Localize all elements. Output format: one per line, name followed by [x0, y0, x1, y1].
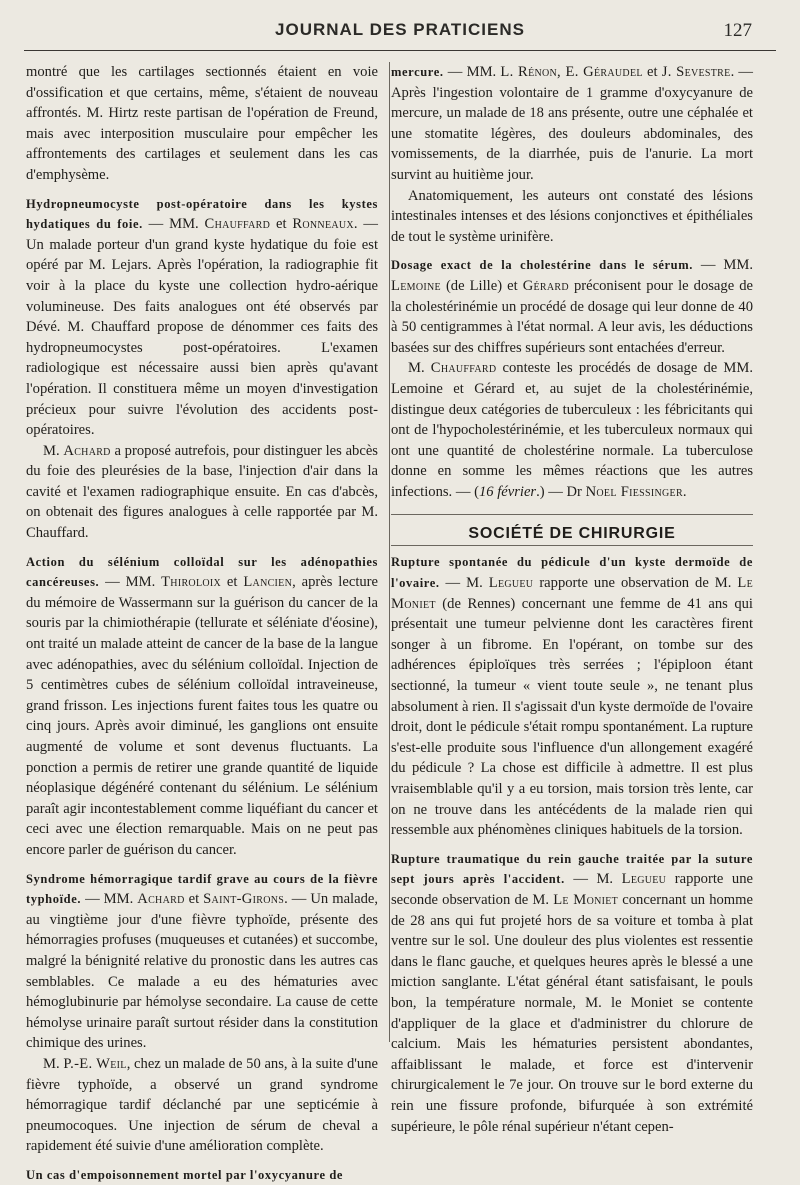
right-column — [391, 62, 753, 1137]
text: M. — [43, 1055, 64, 1072]
article-syndrome — [26, 869, 378, 1054]
article-title: Action du sélénium colloïdal sur les adénopathies cancéreuses. — [26, 554, 378, 590]
text: , chez un malade de 50 ans, à la suite d'une fièvre typhoïde, a observé un grand syndrome hémorragique tardif déclanché par une septicémie à pneumocoques. Une injection de sérum de cheval a rapidement été suivie d'une amélioration complète. — [26, 1055, 378, 1155]
text: — MM. — [81, 891, 138, 908]
article-body: préconisent pour le dosage de la cholestérinémie un procédé de dosage qui leur donne de 40 à 50 centigrammes à l'état normal. A leur avis, les déductions basées sur des chiffres supérieurs sont entachées d'erreur. — [391, 277, 754, 356]
article-body: (de Rennes) concernant une femme de 41 ans qui présentait une tumeur pelvienne dont les caractères firent songer à un fibrome. En l'opérant, on tombe sur des adhérences épiploïques très serrées ; l'épiploon étant sectionné, la tumeur « vient toute seule », ne tenant plus absolument à rien. Il s'agissait d'un kyste dermoïde de l'ovaire droit, dont le pédicule s'était rompu spontanément. La rupture s'est-elle produite sous l'influence d'un allongement exagéré du pédicule ? La chose est difficile à admettre. Il est plus vraisemblable qu'il y a eu torsion, mais torsion très lente, car on ne trouve dans les antécédents de la malade rien qui ressemble aux phénomènes cliniques habituels de la torsion. — [391, 595, 753, 839]
author-name: Ronneaux — [292, 216, 354, 233]
author-name: Legueu — [488, 575, 534, 592]
text: M. — [43, 442, 64, 459]
page-number: 127 — [723, 20, 752, 41]
article-title: Rupture spontanée du pédicule d'un kyste dermoïde de l'ovaire. — [391, 555, 753, 591]
author-name: Legueu — [621, 871, 667, 888]
author-name: Chauffard — [204, 216, 271, 233]
article-title: Dosage exact de la cholestérine dans le sérum. — [391, 258, 693, 273]
left-column — [26, 62, 378, 1185]
text: et — [184, 891, 204, 908]
author-name: L. Rénon, E. Géraudel — [500, 64, 643, 80]
article-empoisonnement — [26, 1165, 378, 1185]
text: rapporte une seconde observation de M. — [391, 871, 753, 908]
text: a proposé autrefois, pour distinguer les abcès du foie des pleurésies de la base, l'injection d'air dans la cavité et l'examen radiographique ensuite. En cas d'abcès, on obtenait des figures analogues à celle rapportée par M. Chauffard. — [26, 442, 378, 542]
text: (de Lille) et — [440, 277, 523, 294]
article-selenium — [26, 552, 378, 861]
author-name: Le Moniet — [391, 575, 753, 612]
article-body: . — Un malade, au vingtième jour d'une fièvre typhoïde, présente des hémorragies profuses (muqueuses et cutanées) et succombe, malgré la bénignité relative du pronostic dans les autres cas semblables. Ce malade a eu des hématuries avec hémoglubinurie par hémolyse secondaire. La cause de cette hémolyse urinaire paraît surtout résider dans la constitution chimique des urines. — [26, 891, 378, 1052]
author-name: Lancien — [243, 574, 293, 591]
section-title: SOCIÉTÉ DE CHIRURGIE — [391, 514, 753, 543]
text: — M. — [439, 575, 489, 592]
article-title: Syndrome hémorragique tardif grave au cours de la fièvre typhoïde. — [26, 871, 378, 907]
text: conteste les procédés de dosage de MM. Lemoine et Gérard et, au sujet de la cholestérinémie, distingue deux catégories de tuberculeux : les fébricitants qui ont de l'hypocholestérinémie, et les tuberculeux normaux qui ont une quantité de cholestérine normale. La tuberculose donne en somme les mêmes réactions que les autres infections. — ( — [391, 360, 753, 500]
running-head — [24, 18, 776, 48]
article-body: . — Après l'ingestion volontaire de 1 gramme d'oxycyanure de mercure, un malade de 18 ans présente, outre une céphalée et une stomatite légères, des douleurs abdominales, des vomissements, de la diarrhée, puis de l'anurie. La mort survint au huitième jour. — [391, 64, 754, 183]
author-name: Achard — [137, 891, 185, 908]
text: rapporte une observation de M. — [533, 575, 738, 592]
article-cholesterine — [391, 255, 753, 358]
paragraph: Anatomiquement, les auteurs ont constaté des lésions intestinales intenses et des lésions conjonctives et épithéliales de tout le système urinifère. — [391, 187, 753, 245]
date: 16 février — [478, 483, 537, 500]
author-name: Thiroloix — [161, 574, 222, 591]
text: — MM. — [142, 216, 205, 233]
article-title: Hydropneumocyste post-opératoire dans les kystes hydatiques du foie. — [26, 196, 378, 232]
header-rule — [24, 50, 776, 51]
author-name: Le Moniet — [553, 891, 619, 908]
paragraph — [391, 358, 753, 502]
author-name: Gérard — [522, 277, 569, 294]
text: M. — [408, 360, 431, 377]
author-name: Chauffard — [430, 360, 497, 377]
paragraph — [26, 441, 378, 544]
text: et — [270, 216, 293, 233]
article-body: , après lecture du mémoire de Wassermann sur la guérison du cancer de la souris par la chimiothérapie (tellurate et séléniate d'éosine), ont traité un malade atteint de cancer de la base de la langue avec adénopathies, avec du sélénium colloïdal. Injection de 5 centimètres cubes de sélénium colloïdal intraveineuse, grand frisson. Les injections furent faites tous les quatre ou cinq jours. Après avoir diminué, les ganglions ont ensuite augmenté de volume et sont devenus fluctuants. La ponction a permis de retirer une grande quantité de liquide néoplasique dégénéré contenant du sélénium. Le sélénium paraît agir incontestablement comme liquéfiant du cancer et ceci avec une élection remarquable. Mais on ne peut pas encore parler de guérison du cancer. — [26, 574, 379, 858]
author-name: Saint-Girons — [203, 891, 285, 908]
author-name: Achard — [63, 442, 111, 459]
journal-title: JOURNAL DES PRATICIENS — [275, 20, 525, 39]
text: . — [682, 483, 687, 500]
column-rule — [389, 62, 390, 1042]
text: et — [642, 64, 662, 80]
article-hydropneumocyste — [26, 194, 378, 441]
text: — MM. — [99, 574, 162, 591]
article-title: Un cas d'empoisonnement mortel par l'oxycyanure de — [26, 1167, 344, 1182]
article-body: concernant un homme de 28 ans qui fut projeté hors de sa voiture et tomba à plat ventre sur le sol. Une douleur des plus violentes est ressentie dans le flanc gauche, et quelques heures après le blessé a une miction sanglante. L'état général étant satisfaisant, le pouls bon, la température normale, M. le Moniet se contente d'appliquer de la glace et d'administrer du chlorure de calcium. Mais les hématuries persistent abondantes, affaiblissant le malade, et force est d'intervenir chirurgicalement le 7e jour. On trouve sur le bord externe du rein une fissure profonde, bifurquée à son extrémité supérieure, le pôle rénal supérieur n'étant cepen- — [391, 891, 753, 1135]
text: et — [221, 574, 244, 591]
article-title: mercure. — [391, 65, 444, 79]
author-name: J. Sevestre — [661, 64, 731, 80]
article-body: . — Un malade porteur d'un grand kyste hydatique du foie est opéré par M. Lejars. Après l'opération, la radiographie fit voir à la place du kyste une collection hydro-aérique volumineuse. Des faits analogues ont été observés par Dévé. M. Chauffard propose de dénommer ces faits des hydropneumocystes post-opératoires. L'examen radiologique est nécessaire aussi bien après qu'avant l'opération. Il constituera même un moyen d'investigation précieux pour suivre l'évolution des accidents post-opératoires. — [26, 216, 378, 439]
text: — M. — [564, 871, 622, 888]
paragraph — [26, 1054, 378, 1157]
paragraph: montré que les cartilages sectionnés étaient en voie d'ossification et que certains, même, s'étaient de nouveau affrontés. M. Hirtz reste partisan de l'opération de Freund, mais avec interposition musculaire pour empêcher les affrontements des cartilages et seulement dans les cas d'emphysème. — [26, 64, 378, 183]
article-empoisonnement-cont — [391, 62, 753, 186]
author-name: P.-E. Weil — [63, 1055, 127, 1072]
text: — MM. — [443, 64, 501, 80]
signature: Noel Fiessinger — [585, 483, 683, 500]
article-rupture-rein — [391, 849, 753, 1137]
article-rupture-kyste — [391, 552, 753, 840]
text: — MM. — [692, 257, 753, 274]
article-title: Rupture traumatique du rein gauche traitée par la suture sept jours après l'accident. — [391, 851, 753, 887]
section-rule — [391, 545, 753, 546]
author-name: Lemoine — [391, 277, 441, 294]
text: .) — Dr — [536, 483, 586, 500]
